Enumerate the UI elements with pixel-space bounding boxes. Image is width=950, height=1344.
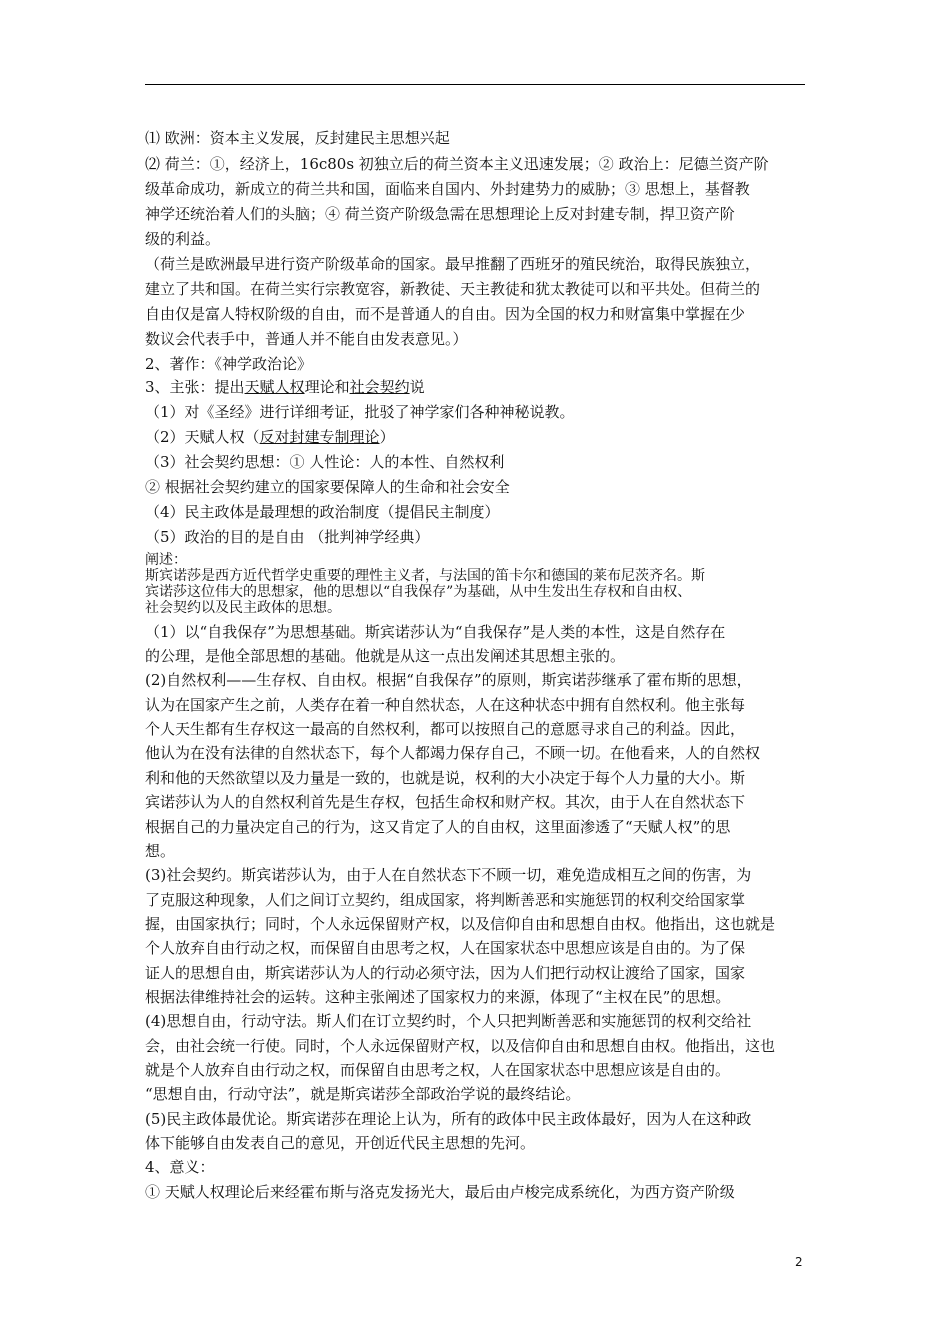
point-2-underlined: 反对封建专制理论 <box>259 428 380 446</box>
body-line: (5)民主政体最优论。斯宾诺莎在理论上认为，所有的政体中民主政体最好，因为人在这种政 <box>145 1110 752 1128</box>
body-line: 就是个人放弃自由行动之权，而保留自由思考之权，人在国家状态中思想应该是自由的。 <box>145 1061 731 1079</box>
body-line: 握，由国家执行；同时，个人永远保留财产权，以及信仰自由和思想自由权。他指出，这也就是 <box>145 915 776 933</box>
text-line: ⑵ 荷兰：①，经济上，16c80s 初独立后的荷兰资本主义迅速发展；② 政治上：尼德兰资产阶 <box>145 155 769 173</box>
body-line: 想。 <box>145 842 176 860</box>
body-line: 证人的思想自由，斯宾诺莎认为人的行动必须守法，因为人们把行动权让渡给了国家，国家 <box>145 964 746 982</box>
text-line: 级的利益。 <box>145 230 221 248</box>
text-line: 数议会代表手中，普通人并不能自由发表意见。） <box>145 330 468 348</box>
body-line: （1）以“自我保存”为思想基础。斯宾诺莎认为“自我保存”是人类的本性，这是自然存在 <box>145 623 726 641</box>
term-social-contract: 社会契约 <box>349 378 410 396</box>
text-line: 建立了共和国。在荷兰实行宗教宽容，新教徒、天主教徒和犹太教徒可以和平共处。但荷兰的 <box>145 280 761 298</box>
body-line: 体下能够自由发表自己的意见，开创近代民主思想的先河。 <box>145 1134 536 1152</box>
term-natural-rights: 天赋人权 <box>244 378 305 396</box>
body-line: 利和他的天然欲望以及力量是一致的，也就是说，权利的大小决定于每个人力量的大小。斯 <box>145 769 746 787</box>
claims-mid: 理论和 <box>304 378 350 396</box>
claims-heading <box>145 377 425 397</box>
body-line: 个人天生都有生存权这一最高的自然权利，都可以按照自己的意愿寻求自己的利益。因此， <box>145 720 746 738</box>
body-line: “思想自由，行动守法”，就是斯宾诺莎全部政治学说的最终结论。 <box>145 1085 581 1103</box>
body-line: (4)思想自由，行动守法。斯人们在订立契约时，个人只把判断善恶和实施惩罚的权利交给社 <box>145 1012 752 1030</box>
text-line: 自由仅是富人特权阶级的自由，而不是普通人的自由。因为全国的权力和财富集中掌握在少 <box>145 305 746 323</box>
text-line: ⑴ 欧洲：资本主义发展，反封建民主思想兴起 <box>145 129 450 147</box>
page-number: 2 <box>795 1255 803 1269</box>
point-2 <box>145 427 395 447</box>
point-3b: ② 根据社会契约建立的国家要保障人的生命和社会安全 <box>145 478 510 496</box>
point-5: （5）政治的目的是自由 （批判神学经典） <box>145 528 430 546</box>
point-4: （4）民主政体是最理想的政治制度（提倡民主制度） <box>145 503 500 521</box>
intro-line: 斯宾诺莎是西方近代哲学史重要的理性主义者，与法国的笛卡尔和德国的莱布尼茨齐名。斯 <box>145 568 705 584</box>
intro-line: 社会契约以及民主政体的思想。 <box>145 600 341 616</box>
point-2-prefix: （2）天赋人权（ <box>145 428 260 446</box>
body-line: 根据法律维持社会的运转。这种主张阐述了国家权力的来源，体现了“主权在民”的思想。 <box>145 988 731 1006</box>
body-line: (2)自然权利——生存权、自由权。根据“自我保存”的原则，斯宾诺莎继承了霍布斯的思想， <box>145 671 752 689</box>
claims-prefix: 3、主张：提出 <box>145 378 245 396</box>
claims-suffix: 说 <box>409 378 425 396</box>
body-line: ① 天赋人权理论后来经霍布斯与洛克发扬光大，最后由卢梭完成系统化，为西方资产阶级 <box>145 1183 735 1201</box>
body-line: 4、意义： <box>145 1158 215 1176</box>
body-line: 会，由社会统一行使。同时，个人永远保留财产权，以及信仰自由和思想自由权。他指出，这也 <box>145 1037 776 1055</box>
header-rule <box>145 84 805 85</box>
text-line: 级革命成功，新成立的荷兰共和国，面临来自国内、外封建势力的威胁；③ 思想上，基督教 <box>145 180 750 198</box>
elaboration-heading: 阐述： <box>145 552 187 568</box>
body-line: 宾诺莎认为人的自然权利首先是生存权，包括生命权和财产权。其次，由于人在自然状态下 <box>145 793 746 811</box>
point-2-suffix: ） <box>379 428 395 446</box>
body-line: 他认为在没有法律的自然状态下，每个人都竭力保存自己，不顾一切。在他看来，人的自然权 <box>145 744 761 762</box>
intro-line: 宾诺莎这位伟大的思想家，他的思想以“自我保存”为基础，从中生发出生存权和自由权、 <box>145 584 692 600</box>
body-line: 了克服这种现象，人们之间订立契约，组成国家，将判断善恶和实施惩罚的权利交给国家掌 <box>145 891 746 909</box>
point-1: （1）对《圣经》进行详细考证，批驳了神学家们各种神秘说教。 <box>145 403 575 421</box>
body-line: 认为在国家产生之前，人类存在着一种自然状态，人在这种状态中拥有自然权利。他主张每 <box>145 696 746 714</box>
body-line: 根据自己的力量决定自己的行为，这又肯定了人的自由权，这里面渗透了“天赋人权”的思 <box>145 818 731 836</box>
body-line: 的公理，是他全部思想的基础。他就是从这一点出发阐述其思想主张的。 <box>145 647 626 665</box>
text-line: 神学还统治着人们的头脑；④ 荷兰资产阶级急需在思想理论上反对封建专制，捍卫资产阶 <box>145 205 735 223</box>
point-3: （3）社会契约思想：① 人性论：人的本性、自然权利 <box>145 453 505 471</box>
text-line: （荷兰是欧洲最早进行资产阶级革命的国家。最早推翻了西班牙的殖民统治，取得民族独立， <box>145 255 761 273</box>
section-heading: 2、著作：《神学政治论》 <box>145 355 313 373</box>
body-line: 个人放弃自由行动之权，而保留自由思考之权，人在国家状态中思想应该是自由的。为了保 <box>145 939 746 957</box>
body-line: (3)社会契约。斯宾诺莎认为，由于人在自然状态下不顾一切，难免造成相互之间的伤害，为 <box>145 866 752 884</box>
